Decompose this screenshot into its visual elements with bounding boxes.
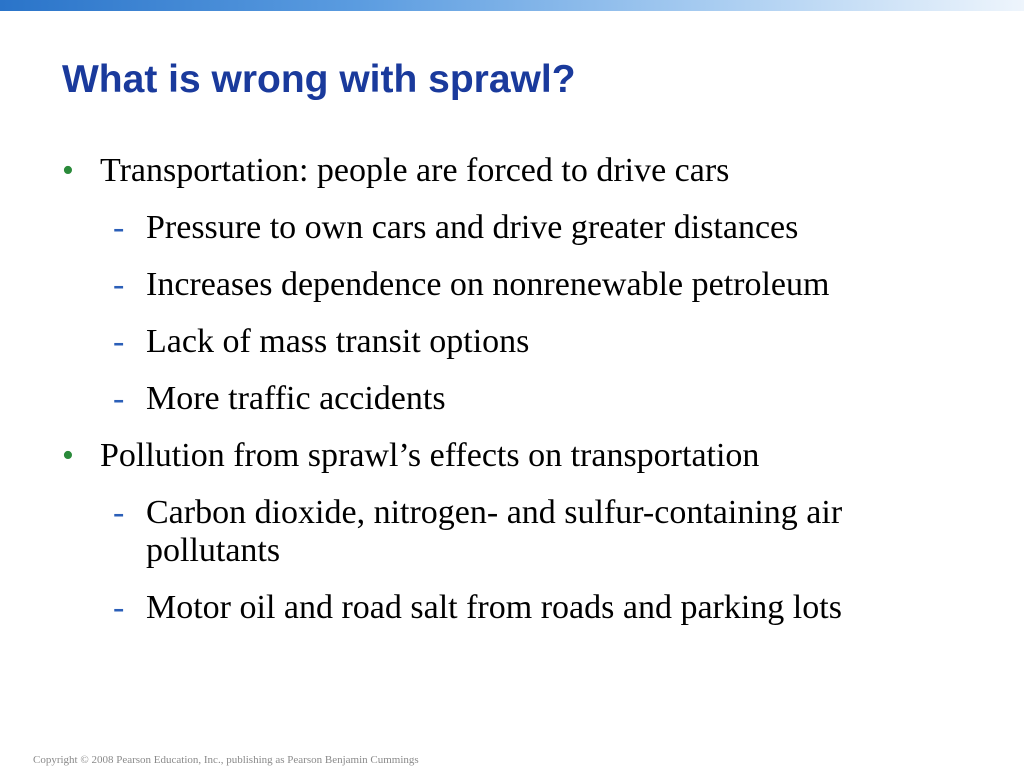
- top-gradient-bar: [0, 0, 1024, 11]
- bullet-marker: •: [62, 437, 74, 474]
- sub-bullet-marker: -: [113, 266, 125, 303]
- sub-bullet-marker: -: [113, 494, 125, 531]
- copyright-footer: Copyright © 2008 Pearson Education, Inc., publishing as Pearson Benjamin Cummings: [33, 754, 419, 766]
- sub-bullet-item: [0, 323, 1024, 361]
- slide-title: What is wrong with sprawl?: [62, 58, 576, 101]
- sub-bullet-item: [0, 380, 1024, 418]
- bullet-item: [0, 437, 1024, 475]
- bullet-text: Transportation: people are forced to drive cars: [100, 152, 730, 189]
- sub-bullet-text: Increases dependence on nonrenewable petroleum: [146, 266, 830, 303]
- sub-bullet-item: [0, 209, 1024, 247]
- bullet-item: [0, 152, 1024, 190]
- sub-bullet-text: More traffic accidents: [146, 380, 446, 417]
- sub-bullet-item: [0, 266, 1024, 304]
- sub-bullet-text: Carbon dioxide, nitrogen- and sulfur-containing air pollutants: [146, 494, 843, 569]
- sub-bullet-marker: -: [113, 380, 125, 417]
- sub-bullet-marker: -: [113, 589, 125, 626]
- sub-bullet-text: Lack of mass transit options: [146, 323, 530, 360]
- slide-content: [0, 152, 1024, 646]
- sub-bullet-text: Motor oil and road salt from roads and parking lots: [146, 589, 842, 626]
- sub-bullet-item: [0, 494, 1024, 570]
- sub-bullet-marker: -: [113, 209, 125, 246]
- sub-bullet-marker: -: [113, 323, 125, 360]
- bullet-marker: •: [62, 152, 74, 189]
- bullet-text: Pollution from sprawl’s effects on transportation: [100, 437, 760, 474]
- sub-bullet-item: [0, 589, 1024, 627]
- sub-bullet-text: Pressure to own cars and drive greater distances: [146, 209, 799, 246]
